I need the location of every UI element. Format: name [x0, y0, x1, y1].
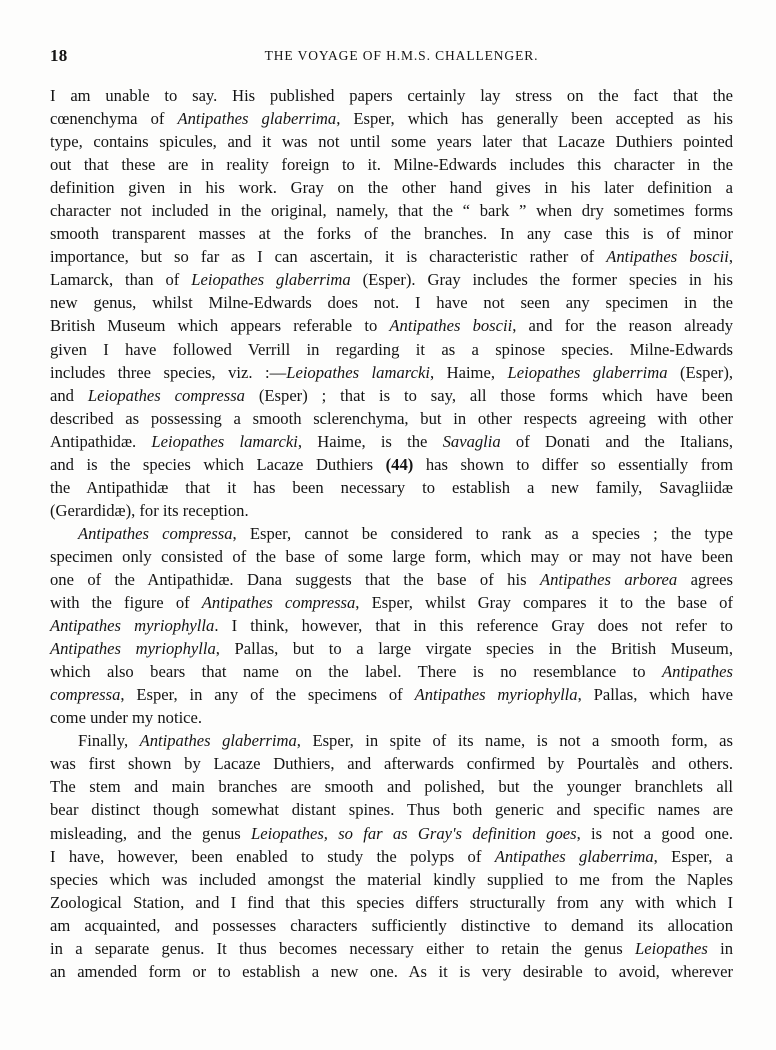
text-line	[50, 798, 733, 821]
text-segment: smooth transparent masses at the forks of the branches. In any case this is of minor	[50, 224, 733, 244]
text-segment: ,	[728, 247, 733, 267]
text-line	[50, 660, 733, 683]
text-segment: , Haime,	[429, 362, 508, 382]
text-segment: , Esper, which has generally been accepted as his	[336, 109, 733, 129]
italic-text: Leiopathes compressa	[87, 385, 245, 405]
text-segment: was first shown by Lacaze Duthiers, and afterwards confirmed by Pourtalès and others.	[50, 754, 733, 774]
italic-text: Antipathes myriophylla	[414, 685, 578, 705]
italic-text: Antipathes compressa	[201, 593, 356, 613]
text-segment: agrees	[677, 569, 733, 589]
italic-text: Leiopathes, so far as Gray's definition goes	[250, 823, 577, 843]
text-segment: I have, however, been enabled to study the polyps of	[50, 846, 495, 866]
text-segment: , Esper, whilst Gray compares it to the base of	[355, 593, 733, 613]
text-line	[50, 361, 733, 384]
text-segment: given I have followed Verrill in regarding it as a spinose species. Milne-Edwards	[50, 339, 733, 359]
italic-text: Savaglia	[442, 431, 501, 451]
running-head	[50, 46, 733, 68]
text-line	[50, 960, 733, 983]
text-line	[50, 338, 733, 361]
text-line	[50, 706, 733, 729]
text-segment: which also bears that name on the label. There is no resemblance to	[50, 662, 663, 682]
text-segment: , Esper, in any of the specimens of	[120, 685, 415, 705]
text-segment: Antipathidæ.	[50, 431, 152, 451]
italic-text: Antipathes myriophylla	[50, 616, 215, 636]
text-line	[50, 868, 733, 891]
text-line	[50, 522, 733, 545]
text-segment: , Pallas, but to a large virgate species in the British Museum,	[215, 639, 733, 659]
text-line	[50, 199, 733, 222]
text-line	[50, 637, 733, 660]
text-segment: Finally,	[78, 731, 140, 751]
italic-text: Leiopathes	[634, 938, 708, 958]
text-line	[50, 545, 733, 568]
text-line	[50, 430, 733, 453]
text-line	[50, 822, 733, 845]
text-line	[50, 384, 733, 407]
italic-text: Antipathes compressa	[78, 523, 233, 543]
text-line	[50, 568, 733, 591]
text-line	[50, 153, 733, 176]
text-line	[50, 407, 733, 430]
body-text	[50, 84, 733, 983]
text-segment: come under my notice.	[50, 708, 203, 728]
text-segment: species which was included amongst the material kindly supplied to me from the Naples	[50, 869, 733, 889]
text-segment: (Gerardidæ), for its reception.	[50, 500, 249, 520]
text-segment: an amended form or to establish a new one. As it is very desirable to avoid, wherever	[50, 961, 733, 981]
text-segment: character not included in the original, namely, that the “ bark ” when dry sometimes forms	[50, 201, 733, 221]
italic-text: Antipathes boscii	[606, 247, 729, 267]
text-line	[50, 937, 733, 960]
running-title: THE VOYAGE OF H.M.S. CHALLENGER.	[264, 48, 539, 63]
text-segment: I am unable to say. His published papers certainly lay stress on the fact that the	[50, 86, 733, 105]
text-line	[50, 499, 733, 522]
text-segment: definition given in his work. Gray on the other hand gives in his later definition a	[50, 178, 733, 198]
text-line	[50, 914, 733, 937]
text-line	[50, 683, 733, 706]
text-line	[50, 268, 733, 291]
italic-text: Leiopathes glaberrima	[191, 270, 351, 290]
text-line	[50, 453, 733, 476]
text-line	[50, 222, 733, 245]
text-segment: and	[50, 385, 88, 405]
text-segment: out that these are in reality foreign to it. Milne-Edwards includes this character in the	[50, 155, 733, 175]
text-segment: , is not a good one.	[576, 823, 733, 843]
text-segment: includes three species, viz. :—	[50, 362, 287, 382]
text-line	[50, 775, 733, 798]
text-segment: type, contains spicules, and it was not until some years later that Lacaze Duthiers pointed	[50, 132, 733, 152]
text-segment: Lamarck, than of	[50, 270, 192, 290]
text-segment: . I think, however, that in this reference Gray does not refer to	[214, 616, 733, 636]
italic-text: Leiopathes glaberrima	[507, 362, 668, 382]
italic-text: compressa	[50, 685, 121, 705]
text-line	[50, 891, 733, 914]
text-segment: (Esper) ; that is to say, all those forms which have been	[244, 385, 733, 405]
bold-reference: (44)	[385, 454, 414, 474]
text-segment: am acquainted, and possesses characters sufficiently distinctive to demand its allocation	[50, 915, 733, 935]
text-segment: in	[707, 938, 734, 958]
text-line	[50, 752, 733, 775]
text-segment: , Pallas, which have	[577, 685, 733, 705]
text-segment: with the figure of	[50, 593, 202, 613]
text-segment: and is the species which Lacaze Duthiers	[50, 454, 386, 474]
italic-text: Antipathes glaberrima	[494, 846, 654, 866]
text-line	[50, 107, 733, 130]
text-segment: in a separate genus. It thus becomes necessary either to retain the genus	[50, 938, 635, 958]
text-segment: one of the Antipathidæ. Dana suggests that the base of his	[50, 569, 540, 589]
text-line	[50, 314, 733, 337]
text-segment: (Esper). Gray includes the former species in his	[350, 270, 733, 290]
text-line	[50, 729, 733, 752]
text-line	[50, 476, 733, 499]
text-segment: , Esper, in spite of its name, is not a smooth form, as	[296, 731, 733, 751]
text-line	[50, 84, 733, 107]
text-segment: , Esper, cannot be considered to rank as a species ; the type	[232, 523, 733, 543]
italic-text: Leiopathes lamarcki	[151, 431, 298, 451]
italic-text: Leiopathes lamarcki	[286, 362, 430, 382]
text-segment: new genus, whilst Milne-Edwards does not. I have not seen any specimen in the	[50, 293, 733, 313]
text-line	[50, 614, 733, 637]
text-segment: the Antipathidæ that it has been necessary to establish a new family, Savagliidæ	[50, 477, 733, 497]
italic-text: Antipathes	[662, 662, 733, 682]
text-segment: misleading, and the genus	[50, 823, 251, 843]
text-segment: bear distinct though somewhat distant spines. Thus both generic and specific names are	[50, 800, 733, 820]
italic-text: Antipathes glaberrima	[139, 731, 297, 751]
text-line	[50, 291, 733, 314]
text-segment: , Esper, a	[653, 846, 734, 866]
text-line	[50, 130, 733, 153]
text-segment: described as possessing a smooth sclerenchyma, but in other respects agreeing with other	[50, 408, 733, 428]
text-line	[50, 591, 733, 614]
italic-text: Antipathes boscii	[389, 316, 513, 336]
page-number: 18	[50, 46, 68, 65]
text-segment: of Donati and the Italians,	[500, 431, 734, 451]
italic-text: Antipathes myriophylla	[50, 639, 216, 659]
text-segment: , and for the reason already	[512, 316, 733, 336]
text-line	[50, 845, 733, 868]
text-segment: importance, but so far as I can ascertain, it is characteristic rather of	[50, 247, 607, 267]
text-segment: has shown to differ so essentially from	[413, 454, 733, 474]
text-segment: cœnenchyma of	[50, 109, 178, 129]
text-line	[50, 245, 733, 268]
text-segment: British Museum which appears referable to	[50, 316, 390, 336]
text-segment: Zoological Station, and I find that this species differs structurally from any with which I	[50, 892, 733, 912]
text-segment: (Esper),	[667, 362, 734, 382]
text-line	[50, 176, 733, 199]
italic-text: Antipathes arborea	[539, 569, 678, 589]
text-segment: The stem and main branches are smooth and polished, but the younger branchlets all	[50, 777, 733, 797]
text-segment: specimen only consisted of the base of some large form, which may or may not have been	[50, 546, 733, 566]
text-segment: , Haime, is the	[297, 431, 443, 451]
italic-text: Antipathes glaberrima	[177, 109, 337, 129]
